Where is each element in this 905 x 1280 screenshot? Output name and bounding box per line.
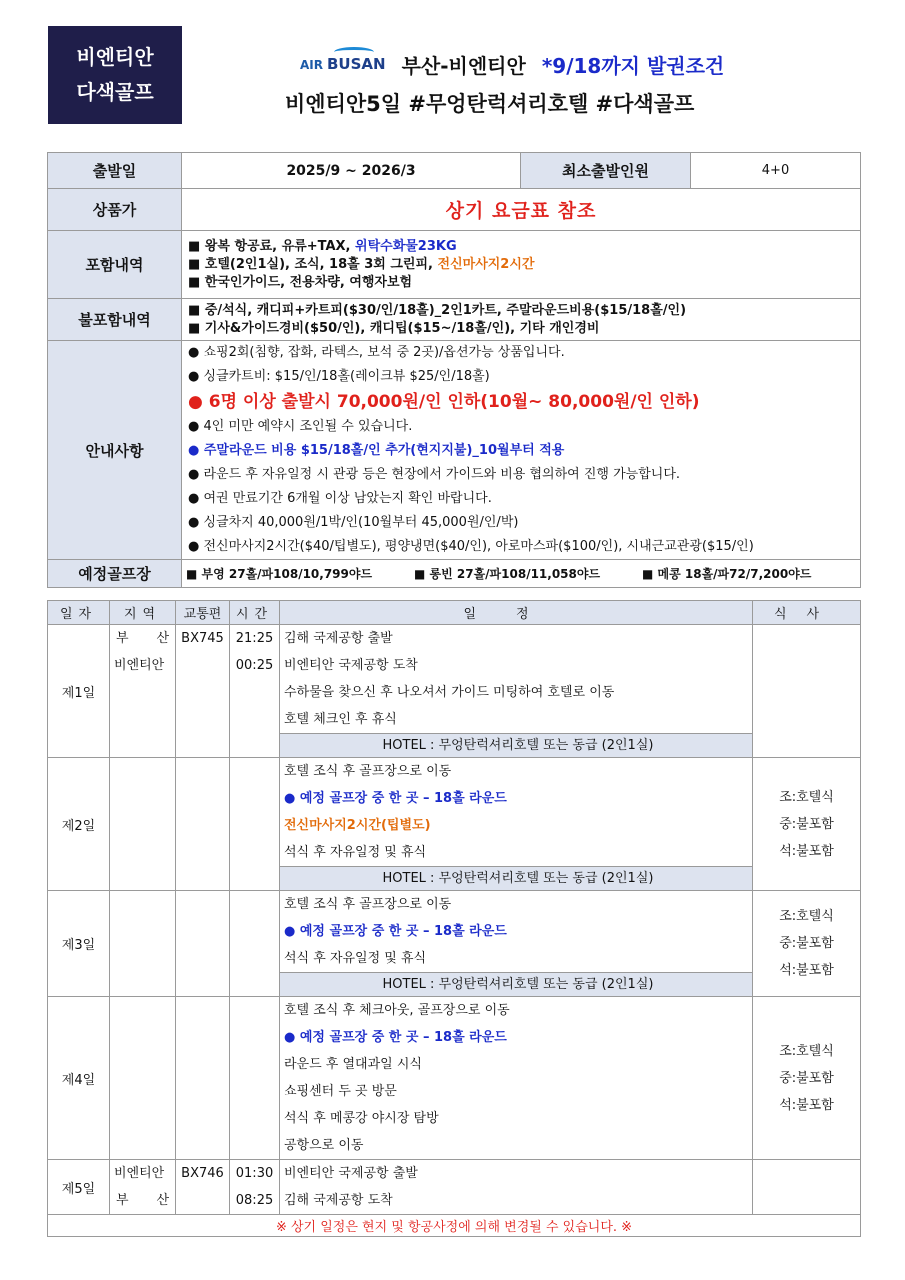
- region-char: 부: [116, 1193, 129, 1208]
- summary-table: [47, 152, 861, 588]
- notes-label: 안내사항: [48, 341, 182, 560]
- meal-lunch: 중:불포함: [779, 816, 834, 832]
- brand-box: [48, 26, 182, 124]
- meal-dinner: 석:불포함: [779, 843, 834, 859]
- schedule-item: 비엔티안 국제공항 도착: [284, 658, 418, 673]
- day-label: 제1일: [48, 625, 110, 758]
- schedule-item: 호텔 조식 후 체크아웃, 골프장으로 이동: [284, 1003, 510, 1018]
- time: 00:25: [235, 658, 274, 673]
- day-row: [48, 891, 861, 997]
- meal-dinner: 석:불포함: [779, 1097, 834, 1113]
- schedule-item-golf: ● 예정 골프장 중 한 곳 – 18홀 라운드: [284, 924, 507, 939]
- schedule-item: 호텔 체크인 후 휴식: [284, 712, 397, 727]
- airline-air: AIR: [300, 58, 323, 72]
- notes-list: [182, 341, 861, 560]
- meal-breakfast: 조:호텔식: [779, 1043, 834, 1059]
- page-subtitle: 비엔티안5일 #무엉탄럭셔리호텔 #다색골프: [285, 92, 695, 116]
- col-header-meals: 식사: [753, 601, 861, 625]
- included-line: ■ 왕복 항공료, 유류+TAX, 위탁수화물23KG: [188, 238, 457, 254]
- meal-breakfast: 조:호텔식: [779, 789, 834, 805]
- schedule-item: 쇼핑센터 두 곳 방문: [284, 1084, 397, 1099]
- col-header-region: 지역: [110, 601, 176, 625]
- meals-cell: [753, 758, 861, 891]
- ticket-deadline: *9/18까지 발권조건: [541, 53, 725, 78]
- col-header-schedule: 일정: [280, 601, 753, 625]
- excluded-line: ■ 중/석식, 캐디피+카트피($30/인/18홀)_2인1카트, 주말라운드비용($15/18홀/인): [188, 302, 687, 318]
- golf-course-item: ■ 롱빈 27홀/파108/11,058야드: [414, 567, 601, 581]
- col-header-time: 시간: [230, 601, 280, 625]
- schedule-item: 호텔 조식 후 골프장으로 이동: [284, 764, 452, 779]
- note-item: ● 전신마사지2시간($40/팁별도), 평양냉면($40/인), 아로마스파($100/인), 시내근교관광($15/인): [188, 539, 754, 554]
- day-row: [48, 758, 861, 891]
- hotel-info: HOTEL : 무엉탄럭셔리호텔 또는 동급 (2인1실): [280, 733, 752, 757]
- airbusan-swoosh-icon: [334, 47, 374, 57]
- schedule-item-golf: ● 예정 골프장 중 한 곳 – 18홀 라운드: [284, 1030, 507, 1045]
- day-label: 제5일: [48, 1160, 110, 1215]
- schedule-item: 석식 후 자유일정 및 휴식: [284, 951, 427, 966]
- day-label: 제2일: [48, 758, 110, 891]
- footnote: ※ 상기 일정은 현지 및 항공사정에 의해 변경될 수 있습니다. ※: [48, 1215, 861, 1237]
- col-header-day: 일자: [48, 601, 110, 625]
- meal-breakfast: 조:호텔식: [779, 909, 834, 924]
- included-list: [182, 231, 861, 299]
- schedule-item: 김해 국제공항 도착: [284, 1193, 393, 1208]
- region-char: 산: [156, 1193, 169, 1208]
- min-pax-label: 최소출발인원: [521, 153, 691, 189]
- hotel-info: HOTEL : 무엉탄럭셔리호텔 또는 동급 (2인1실): [280, 866, 752, 890]
- day-row: [48, 1160, 861, 1215]
- schedule-item: 라운드 후 열대과일 시식: [284, 1057, 422, 1072]
- meal-dinner: 석:불포함: [779, 963, 834, 978]
- time: 21:25: [235, 631, 274, 646]
- hotel-info: HOTEL : 무엉탄럭셔리호텔 또는 동급 (2인1실): [280, 972, 752, 996]
- note-item-weekend: ● 주말라운드 비용 $15/18홀/인 추가(현지지불)_10월부터 적용: [188, 443, 565, 458]
- schedule-item: 비엔티안 국제공항 출발: [284, 1166, 418, 1181]
- golf-course-list: [182, 560, 861, 588]
- time: 08:25: [235, 1193, 274, 1208]
- region-char: 부: [116, 631, 129, 646]
- note-item: ● 라운드 후 자유일정 시 관광 등은 현장에서 가이드와 비용 협의하여 진행 가능합니다.: [188, 467, 681, 482]
- depart-label: 출발일: [48, 153, 182, 189]
- included-label: 포함내역: [48, 231, 182, 299]
- excluded-list: [182, 299, 861, 341]
- schedule-item: 수하물을 찾으신 후 나오셔서 가이드 미팅하여 호텔로 이동: [284, 685, 615, 700]
- schedule-item: 공항으로 이동: [284, 1138, 364, 1153]
- depart-value: 2025/9 ~ 2026/3: [182, 153, 521, 189]
- included-line: ■ 호텔(2인1실), 조식, 18홀 3회 그린피, 전신마사지2시간: [188, 256, 535, 272]
- note-item: ● 4인 미만 예약시 조인될 수 있습니다.: [188, 419, 413, 434]
- schedule-item: 김해 국제공항 출발: [284, 631, 393, 646]
- brand-line1: 비엔티안: [76, 45, 154, 69]
- itinerary-table: [47, 600, 861, 1237]
- note-item: ● 싱글차지 40,000원/1박/인(10월부터 45,000원/인/박): [188, 515, 519, 530]
- schedule-item-golf: ● 예정 골프장 중 한 곳 – 18홀 라운드: [284, 791, 507, 806]
- region: 비엔티안: [114, 658, 165, 673]
- excluded-line: ■ 기사&가이드경비($50/인), 캐디팁($15~/18홀/인), 기타 개인경비: [188, 320, 600, 336]
- day-label: 제4일: [48, 997, 110, 1160]
- meals-cell: [753, 625, 861, 758]
- price-label: 상품가: [48, 189, 182, 231]
- golf-course-label: 예정골프장: [48, 560, 182, 588]
- flight-number: BX745: [181, 631, 224, 646]
- min-pax-value: 4+0: [691, 153, 861, 189]
- schedule-item: 석식 후 메콩강 야시장 탐방: [284, 1111, 439, 1126]
- golf-course-item: ■ 부영 27홀/파108/10,799야드: [186, 567, 373, 581]
- flight-number: BX746: [181, 1166, 224, 1181]
- day-label: 제3일: [48, 891, 110, 997]
- note-item-discount: ● 6명 이상 출발시 70,000원/인 인하(10월~ 80,000원/인 인하): [188, 392, 700, 412]
- meals-cell: [753, 1160, 861, 1215]
- meals-cell: [753, 891, 861, 997]
- headline: [300, 48, 724, 80]
- brand-line2: 다색골프: [76, 80, 154, 104]
- schedule-item-massage: 전신마사지2시간(팁별도): [284, 818, 431, 833]
- meal-lunch: 중:불포함: [779, 1070, 834, 1086]
- note-item: ● 싱글카트비: $15/인/18홀(레이크뷰 $25/인/18홀): [188, 369, 490, 384]
- golf-course-item: ■ 메콩 18홀/파72/7,200야드: [642, 567, 812, 581]
- meal-lunch: 중:불포함: [779, 936, 834, 951]
- note-item: ● 쇼핑2회(침향, 잡화, 라텍스, 보석 중 2곳)/옵션가능 상품입니다.: [188, 345, 565, 360]
- col-header-transport: 교통편: [176, 601, 230, 625]
- day-row: [48, 625, 861, 758]
- note-item: ● 여권 만료기간 6개월 이상 남았는지 확인 바랍니다.: [188, 491, 492, 506]
- airbusan-logo: [300, 55, 386, 73]
- meals-cell: [753, 997, 861, 1160]
- time: 01:30: [235, 1166, 274, 1181]
- day-row: [48, 997, 861, 1160]
- region: 비엔티안: [114, 1166, 165, 1181]
- airline-busan: BUSAN: [327, 55, 386, 73]
- included-line: ■ 한국인가이드, 전용차량, 여행자보험: [188, 274, 413, 290]
- price-value: 상기 요금표 참조: [445, 200, 597, 222]
- schedule-item: 호텔 조식 후 골프장으로 이동: [284, 897, 452, 912]
- route-title: 부산-비엔티안: [401, 53, 526, 78]
- region-char: 산: [156, 631, 169, 646]
- excluded-label: 불포함내역: [48, 299, 182, 341]
- schedule-item: 석식 후 자유일정 및 휴식: [284, 845, 427, 860]
